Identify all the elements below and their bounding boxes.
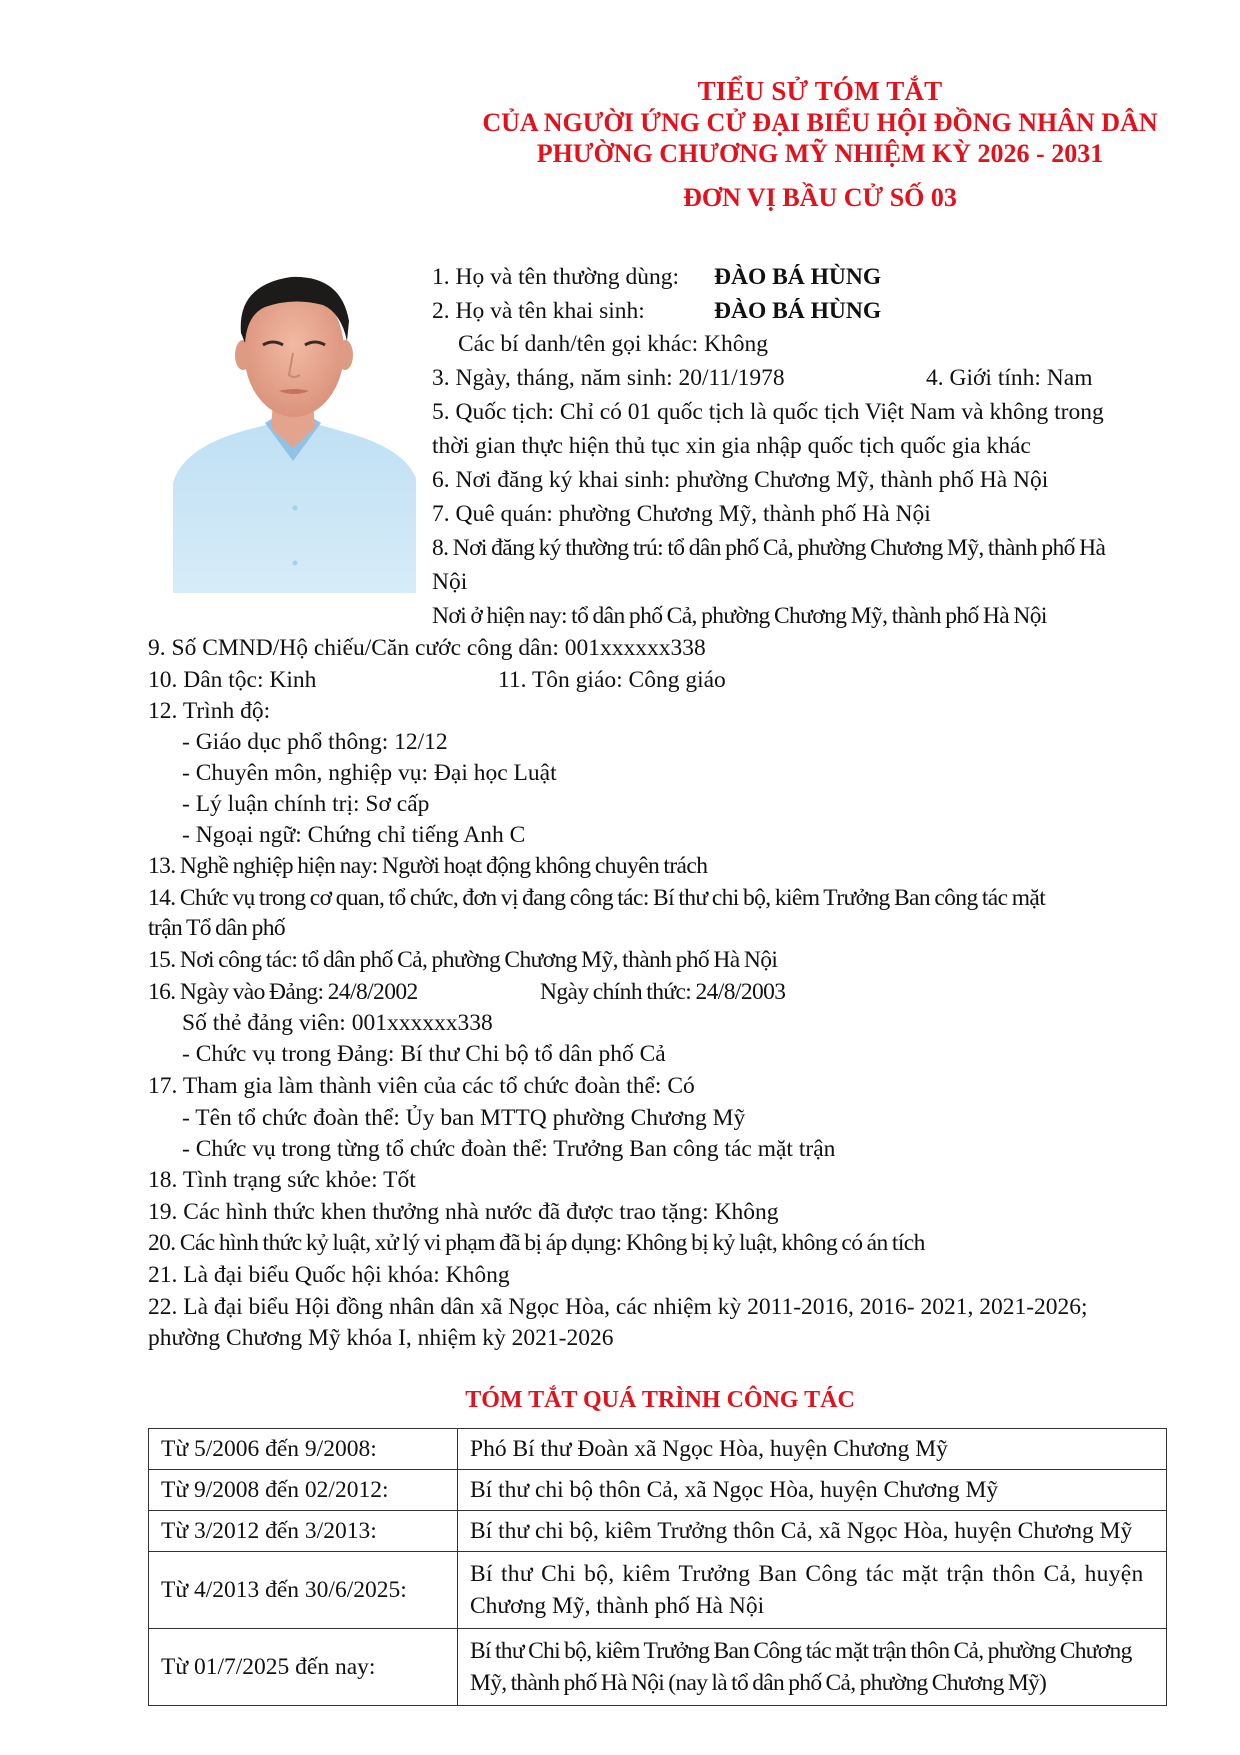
field-discipline: 20. Các hình thức kỷ luật, xử lý vi phạm đã bị áp dụng: Không bị kỷ luật, không có án tích (148, 1230, 925, 1256)
title-line-1: TIỂU SỬ TÓM TẮT (697, 76, 943, 106)
field-id-number: 9. Số CMND/Hộ chiếu/Căn cước công dân: 001xxxxxx338 (148, 635, 706, 661)
field-organization-position: - Chức vụ trong từng tổ chức đoàn thể: Trưởng Ban công tác mặt trận (182, 1136, 836, 1162)
field-awards: 19. Các hình thức khen thưởng nhà nước đã được trao tặng: Không (148, 1199, 779, 1225)
electoral-unit-title: ĐƠN VỊ BẦU CỬ SỐ 03 (683, 183, 957, 212)
field-position-line1: 14. Chức vụ trong cơ quan, tổ chức, đơn vị đang công tác: Bí thư chi bộ, kiêm Trưởng Ban công tác mặt (148, 885, 1046, 911)
field-birth-registration: 6. Nơi đăng ký khai sinh: phường Chương Mỹ, thành phố Hà Nội (432, 467, 1049, 493)
period-cell: Từ 9/2008 đến 02/2012: (149, 1470, 458, 1511)
field-hometown: 7. Quê quán: phường Chương Mỹ, thành phố Hà Nội (432, 501, 931, 527)
field-gender: 4. Giới tính: Nam (926, 365, 1093, 391)
field-label: 2. Họ và tên khai sinh: (432, 298, 645, 324)
field-birth-name (432, 296, 882, 326)
position-cell (458, 1552, 1167, 1629)
field-organization-membership: 17. Tham gia làm thành viên của các tổ chức đoàn thể: Có (148, 1073, 695, 1099)
position-line: Bí thư Chi bộ, kiêm Trưởng Ban Công tác mặt trận thôn Cả, huyện (470, 1561, 1144, 1587)
field-general-education: - Giáo dục phổ thông: 12/12 (182, 729, 448, 755)
position-line: Bí thư Chi bộ, kiêm Trưởng Ban Công tác mặt trận thôn Cả, phường Chương (470, 1638, 1132, 1664)
period-cell: Từ 01/7/2025 đến nay: (149, 1629, 458, 1706)
field-health-status: 18. Tình trạng sức khỏe: Tốt (148, 1167, 416, 1193)
table-row (149, 1552, 1167, 1629)
field-alias: Các bí danh/tên gọi khác: Không (458, 331, 768, 357)
field-workplace: 15. Nơi công tác: tổ dân phố Cả, phường Chương Mỹ, thành phố Hà Nội (148, 947, 778, 973)
period-cell: Từ 5/2006 đến 9/2008: (149, 1429, 458, 1470)
field-professional-qualification: - Chuyên môn, nghiệp vụ: Đại học Luật (182, 760, 557, 786)
candidate-portrait-photo (173, 263, 416, 593)
field-nationality-line1: 5. Quốc tịch: Chỉ có 01 quốc tịch là quốc tịch Việt Nam và không trong (432, 399, 1104, 425)
field-label: 1. Họ và tên thường dùng: (432, 264, 680, 290)
candidate-common-name: ĐÀO BÁ HÙNG (714, 264, 882, 290)
position-line: Chương Mỹ, thành phố Hà Nội (470, 1593, 765, 1619)
field-council-member-line1: 22. Là đại biểu Hội đồng nhân dân xã Ngọc Hòa, các nhiệm kỳ 2011-2016, 2016- 2021, 2021-2026; (148, 1294, 1088, 1320)
field-national-assembly: 21. Là đại biểu Quốc hội khóa: Không (148, 1262, 510, 1288)
title-line-3: PHƯỜNG CHƯƠNG MỸ NHIỆM KỲ 2026 - 2031 (536, 139, 1104, 168)
field-position-line2: trận Tổ dân phố (148, 915, 286, 941)
candidate-birth-name: ĐÀO BÁ HÙNG (714, 298, 882, 324)
period-cell: Từ 3/2012 đến 3/2013: (149, 1511, 458, 1552)
field-occupation: 13. Nghề nghiệp hiện nay: Người hoạt động không chuyên trách (148, 853, 708, 879)
field-political-theory: - Lý luận chính trị: Sơ cấp (182, 791, 430, 817)
field-education-heading: 12. Trình độ: (148, 698, 271, 724)
field-party-position: - Chức vụ trong Đảng: Bí thư Chi bộ tổ dân phố Cả (182, 1041, 666, 1067)
table-row (149, 1629, 1167, 1706)
position-cell: Bí thư chi bộ, kiêm Trưởng thôn Cả, xã Ngọc Hòa, huyện Chương Mỹ (458, 1511, 1167, 1552)
field-council-member-line2: phường Chương Mỹ khóa I, nhiệm kỳ 2021-2026 (148, 1325, 614, 1351)
field-foreign-language: - Ngoại ngữ: Chứng chỉ tiếng Anh C (182, 822, 526, 848)
field-date-of-birth: 3. Ngày, tháng, năm sinh: 20/11/1978 (432, 365, 785, 391)
work-history-table (148, 1428, 1167, 1706)
table-row (149, 1429, 1167, 1470)
field-party-official-date: Ngày chính thức: 24/8/2003 (540, 979, 786, 1005)
title-line-2: CỦA NGƯỜI ỨNG CỬ ĐẠI BIỂU HỘI ĐỒNG NHÂN DÂN (482, 108, 1158, 137)
field-religion: 11. Tôn giáo: Công giáo (498, 667, 726, 693)
field-common-name (432, 262, 882, 292)
field-permanent-residence-line1: 8. Nơi đăng ký thường trú: tổ dân phố Cả, phường Chương Mỹ, thành phố Hà (432, 535, 1106, 561)
field-ethnicity: 10. Dân tộc: Kinh (148, 667, 317, 693)
field-party-join-date: 16. Ngày vào Đảng: 24/8/2002 (148, 979, 418, 1005)
table-row (149, 1511, 1167, 1552)
table-row (149, 1470, 1167, 1511)
field-organization-name: - Tên tổ chức đoàn thể: Ủy ban MTTQ phường Chương Mỹ (182, 1105, 746, 1131)
portrait-image-icon (173, 263, 416, 593)
position-line: Mỹ, thành phố Hà Nội (nay là tổ dân phố Cả, phường Chương Mỹ) (470, 1670, 1047, 1696)
period-cell: Từ 4/2013 đến 30/6/2025: (149, 1552, 458, 1629)
position-cell: Bí thư chi bộ thôn Cả, xã Ngọc Hòa, huyện Chương Mỹ (458, 1470, 1167, 1511)
field-permanent-residence-line2: Nội (432, 569, 468, 595)
position-cell: Phó Bí thư Đoàn xã Ngọc Hòa, huyện Chương Mỹ (458, 1429, 1167, 1470)
position-cell (458, 1629, 1167, 1706)
field-current-residence: Nơi ở hiện nay: tổ dân phố Cả, phường Chương Mỹ, thành phố Hà Nội (432, 603, 1047, 629)
field-nationality-line2: thời gian thực hiện thủ tục xin gia nhập quốc tịch quốc gia khác (432, 433, 1031, 459)
work-history-title: TÓM TẮT QUÁ TRÌNH CÔNG TÁC (465, 1387, 855, 1413)
field-party-card-number: Số thẻ đảng viên: 001xxxxxx338 (182, 1010, 493, 1036)
